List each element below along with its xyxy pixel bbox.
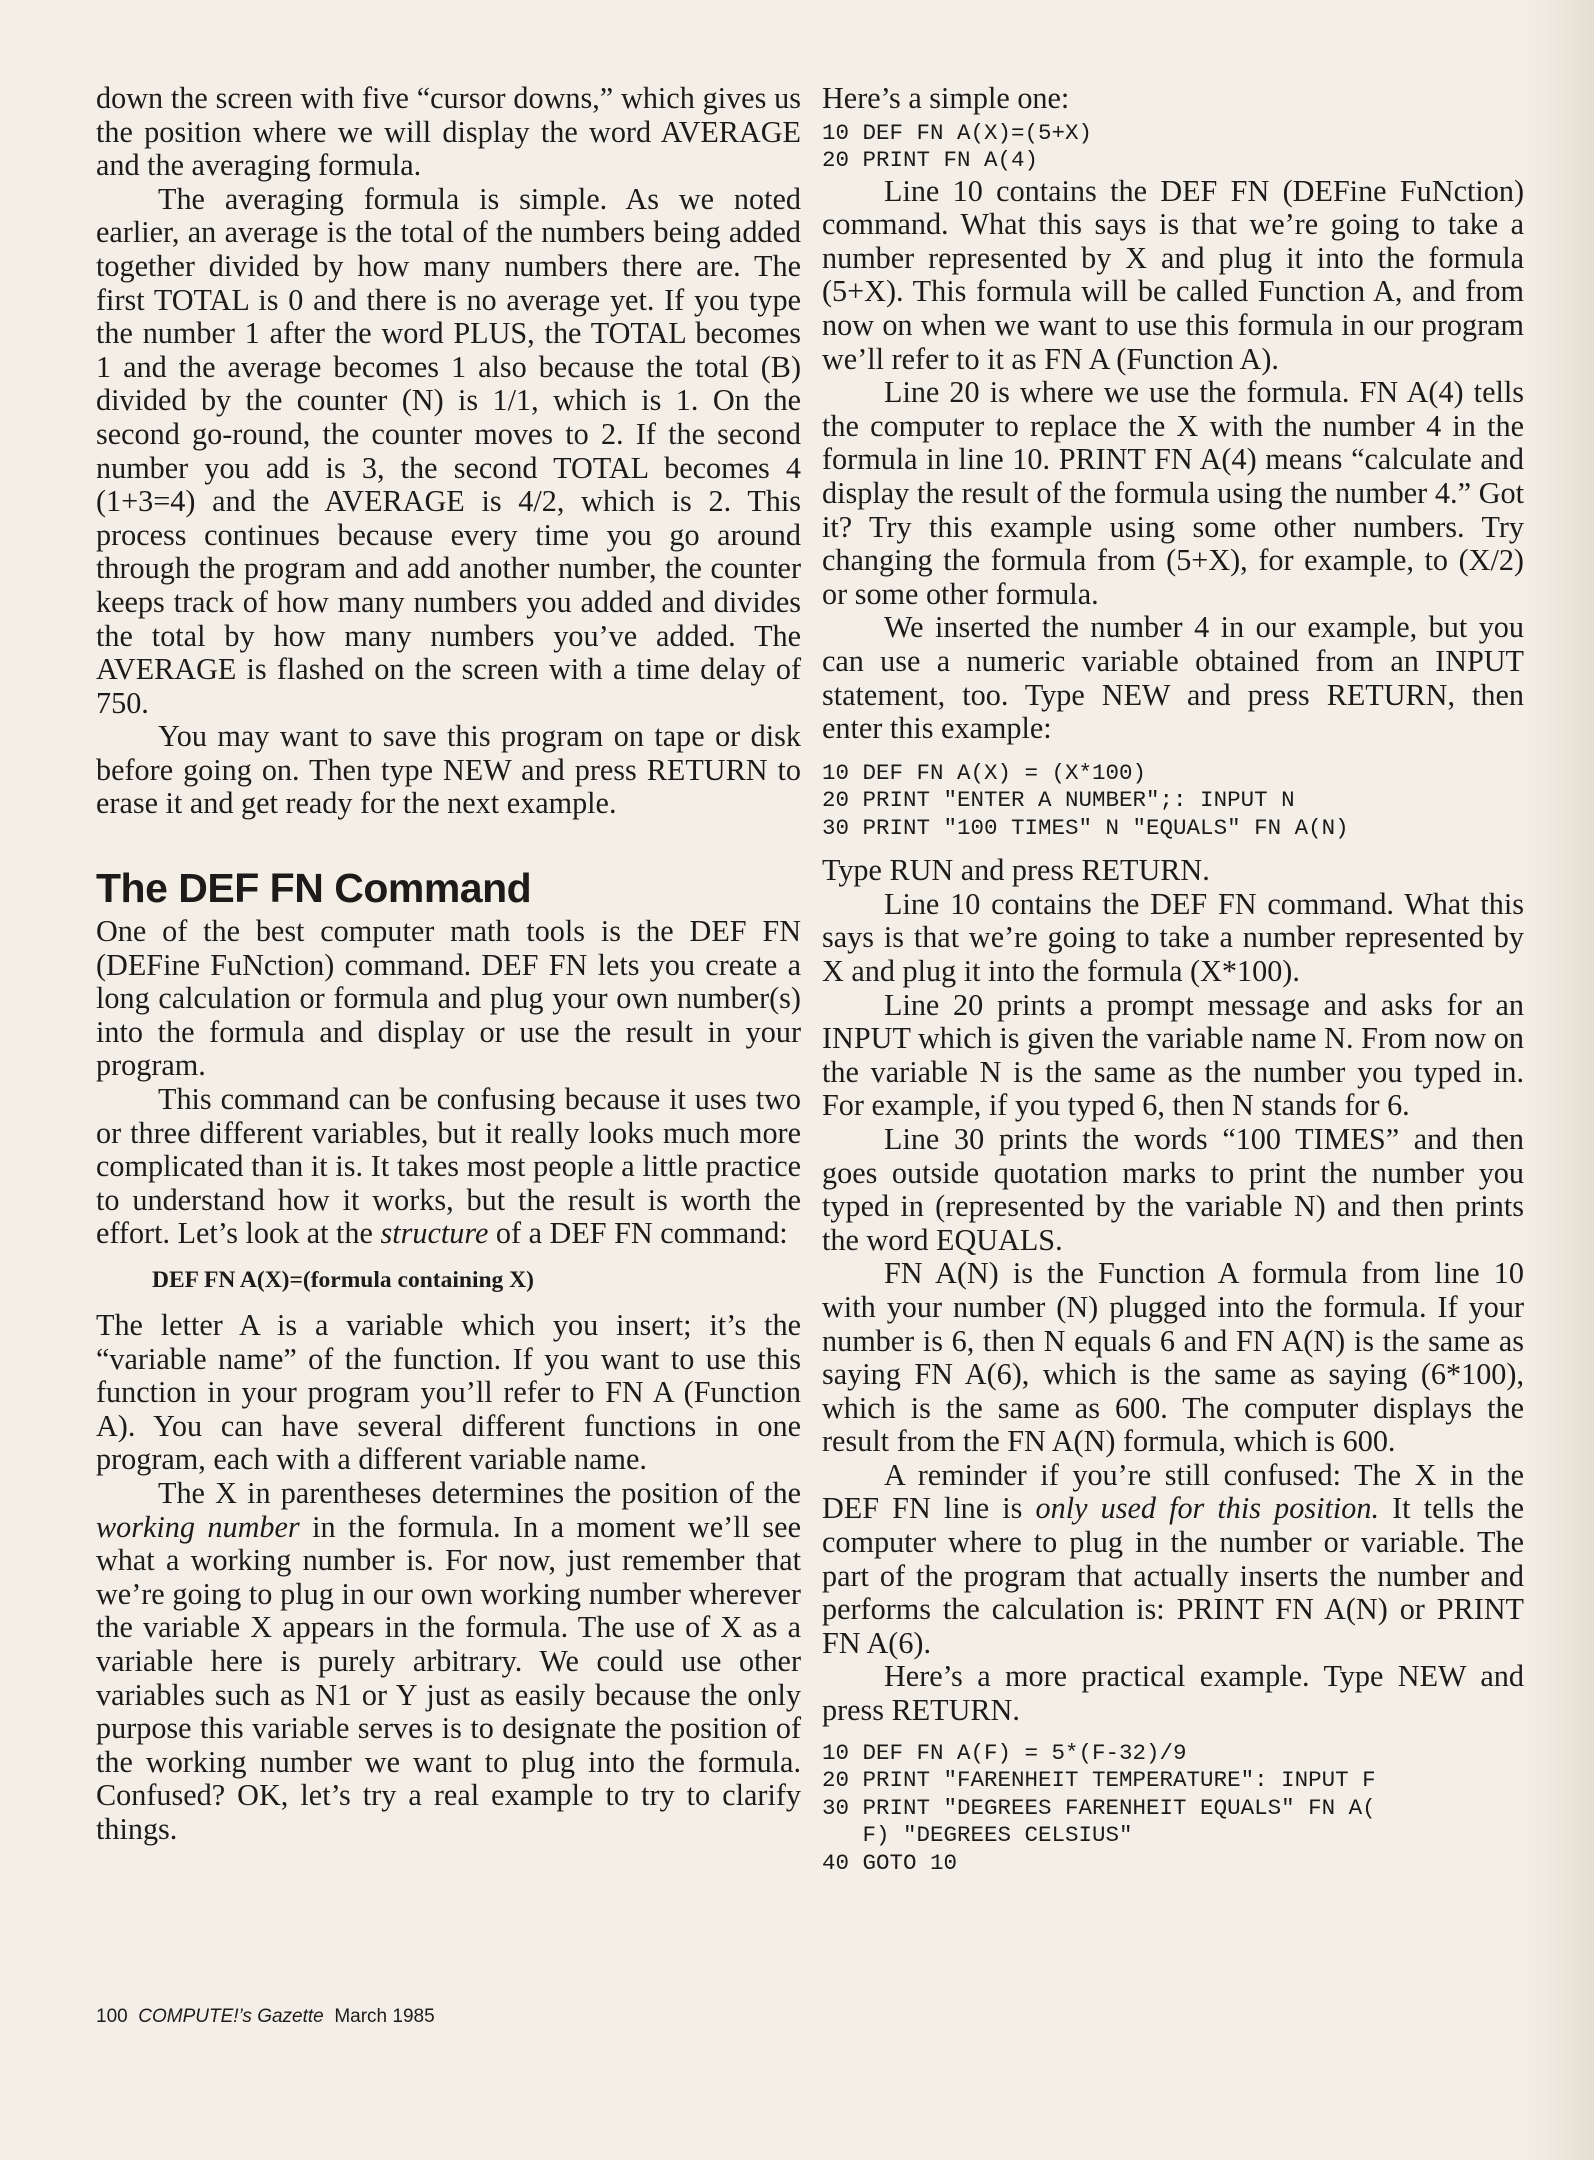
paragraph: Here’s a simple one: bbox=[822, 81, 1070, 115]
left-column bbox=[96, 82, 801, 1847]
code-listing: 10 DEF FN A(X) = (X*100) 20 PRINT "ENTER A NUMBER";: INPUT N 30 PRINT "100 TIMES" N "EQUALS" FN A(N) bbox=[822, 759, 1349, 841]
paragraph bbox=[822, 1459, 1524, 1661]
emphasis: working number bbox=[96, 1509, 300, 1544]
paragraph: Here’s a more practical example. Type NEW and press RETURN. bbox=[822, 1659, 1524, 1728]
text-run: of a DEF FN command: bbox=[488, 1216, 788, 1251]
right-column bbox=[822, 82, 1524, 1877]
paragraph: Line 10 contains the DEF FN command. What this says is that we’re going to take a number represented by X and plug it into the formula (X*100). bbox=[822, 886, 1524, 988]
code-listing: 10 DEF FN A(X)=(5+X) 20 PRINT FN A(4) bbox=[822, 119, 1093, 174]
page-edge-shadow bbox=[1524, 0, 1594, 2160]
syntax-example: DEF FN A(X)=(formula containing X) bbox=[152, 1267, 534, 1293]
emphasis: only used for this position. bbox=[1035, 1491, 1379, 1526]
code-listing: 10 DEF FN A(F) = 5*(F-32)/9 20 PRINT "FARENHEIT TEMPERATURE": INPUT F 30 PRINT "DEGREES FARENHEIT EQUALS" FN A( F) "DEGREES CELSIUS" 40 GOTO 10 bbox=[822, 1739, 1376, 1876]
paragraph: FN A(N) is the Function A formula from line 10 with your number (N) plugged into the formula. If your number is 6, then N equals 6 and FN A(N) is the same as saying FN A(6), which is the same as saying (6*100), which is the same as 600. The computer displays the result from the FN A(N) formula, which is 600. bbox=[822, 1256, 1524, 1459]
paragraph: Line 20 prints a prompt message and asks for an INPUT which is given the variable name N. From now on the variable N is the same as the number you typed in. For example, if you typed 6, then N stands for 6. bbox=[822, 987, 1524, 1123]
section-heading: The DEF FN Command bbox=[96, 865, 532, 912]
paragraph bbox=[96, 1083, 801, 1251]
text-run: A reminder if you’re still confused: The X in the DEF FN line is bbox=[822, 1457, 1524, 1526]
text-run: It tells the computer where to plug in the number or variable. The part of the program that actually inserts the number and performs the calculation is: PRINT FN A(N) or PRINT FN A(6). bbox=[822, 1491, 1524, 1660]
text-run: in the formula. In a moment we’ll see what a working number is. For now, just remember that we’re going to plug in our own working number wherever the variable X appears in the formula. The use of X as a variable here is purely arbitrary. We could use other variables such as N1 or Y just as easily because the only purpose this variable serves is to designate the position of the working number we want to plug into the formula. Confused? OK, let’s try a real example to try to clarify things. bbox=[96, 1509, 801, 1846]
paragraph: The letter A is a variable which you insert; it’s the “variable name” of the function. If you want to use this function in your program you’ll refer to FN A (Function A). You can have several different functions in one program, each with a different variable name. bbox=[96, 1308, 801, 1477]
emphasis: structure bbox=[380, 1216, 489, 1251]
paragraph: Line 20 is where we use the formula. FN A(4) tells the computer to replace the X with the number 4 in the formula in line 10. PRINT FN A(4) means “calculate and display the result of the formula using the number 4.” Got it? Try this example using some other numbers. Try changing the formula from (5+X), for example, to (X/2) or some other formula. bbox=[822, 375, 1524, 611]
paragraph: One of the best computer math tools is the DEF FN (DEFine FuNction) command. DEF FN lets you create a long calculation or formula and plug your own number(s) into the formula and display or use the result in your program. bbox=[96, 914, 801, 1083]
paragraph: Type RUN and press RETURN. bbox=[822, 853, 1210, 888]
paragraph bbox=[96, 1477, 801, 1847]
paragraph: You may want to save this program on tape or disk before going on. Then type NEW and press RETURN to erase it and get ready for the next example. bbox=[96, 719, 801, 821]
paragraph: Line 30 prints the words “100 TIMES” and then goes outside quotation marks to print the number you typed in (represented by the variable N) and then prints the word EQUALS. bbox=[822, 1121, 1524, 1257]
magazine-name: COMPUTE!’s Gazette bbox=[138, 2006, 324, 2027]
text-run: The X in parentheses determines the position of the bbox=[158, 1475, 801, 1510]
paragraph: We inserted the number 4 in our example, but you can use a numeric variable obtained from an INPUT statement, too. Type NEW and press RETURN, then enter this example: bbox=[822, 610, 1524, 746]
text-run: This command can be confusing because it uses two or three different variables, but it really looks much more complicated than it is. It takes most people a little practice to understand how it works, but the result is worth the effort. Let’s look at the bbox=[96, 1082, 801, 1251]
page-footer bbox=[96, 2006, 435, 2028]
issue-date: March 1985 bbox=[334, 2006, 435, 2027]
paragraph: The averaging formula is simple. As we noted earlier, an average is the total of the numbers being added together divided by how many numbers there are. The first TOTAL is 0 and there is no average yet. If you type the number 1 after the word PLUS, the TOTAL becomes 1 and the average becomes 1 also because the total (B) divided by the counter (N) is 1/1, which is 1. On the second go-round, the counter moves to 2. If the second number you add is 3, the second TOTAL becomes 4 (1+3=4) and the AVERAGE is 4/2, which is 2. This process continues because every time you go around through the program and add another number, the counter keeps track of how many numbers you added and divides the total by how many numbers you’ve added. The AVERAGE is flashed on the screen with a time delay of 750. bbox=[96, 181, 801, 720]
paragraph: Line 10 contains the DEF FN (DEFine FuNction) command. What this says is that we’re going to take a number represented by X and plug it into the formula (5+X). This formula will be called Function A, and from now on when we want to use this formula in our program we’ll refer to it as FN A (Function A). bbox=[822, 173, 1524, 376]
page-number: 100 bbox=[96, 2006, 128, 2027]
paragraph: down the screen with five “cursor downs,” which gives us the position where we will display the word AVERAGE and the averaging formula. bbox=[96, 81, 801, 183]
